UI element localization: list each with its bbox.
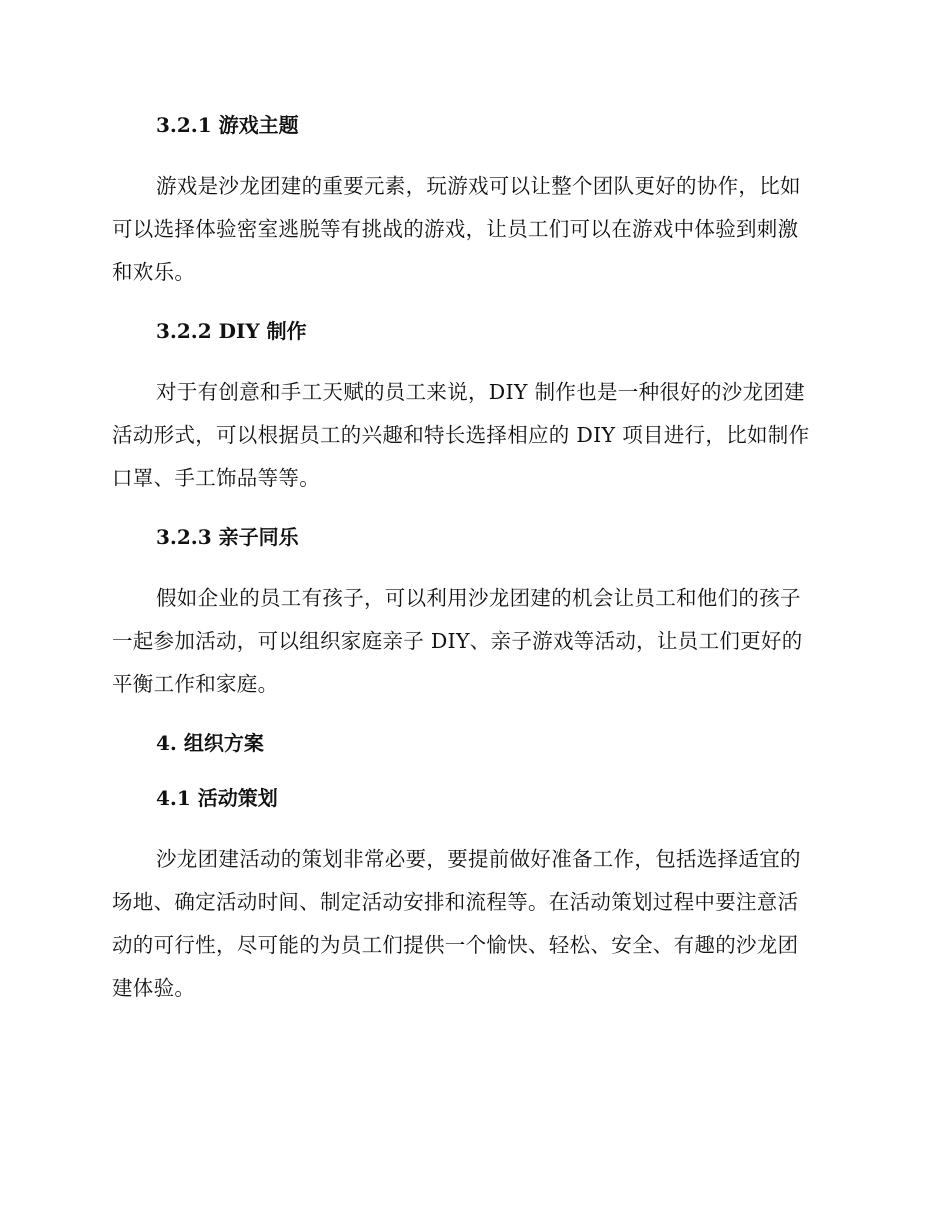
paragraph-line: 一起参加活动，可以组织家庭亲子 DIY、亲子游戏等活动，让员工们更好的 [112,629,803,653]
paragraph-line: 动的可行性，尽可能的为员工们提供一个愉快、轻松、安全、有趣的沙龙团 [112,933,799,957]
paragraph-line: 建体验。 [112,976,196,1000]
section-heading-3-2-2: 3.2.2 DIY 制作 [156,319,307,343]
section-paragraph-3-2-1 [112,165,830,294]
section-paragraph-3-2-3 [112,577,830,706]
paragraph-line: 口罩、手工饰品等等。 [112,466,320,490]
paragraph-line: 场地、确定活动时间、制定活动安排和流程等。在活动策划过程中要注意活 [112,890,799,914]
section-heading-3-2-1: 3.2.1 游戏主题 [156,113,299,137]
document-body [112,110,830,1032]
paragraph-line: 对于有创意和手工天赋的员工来说，DIY 制作也是一种很好的沙龙团建 [156,380,805,404]
section-heading-4: 4. 组织方案 [156,731,264,755]
section-heading-3-2-3: 3.2.3 亲子同乐 [156,525,299,549]
paragraph-line: 和欢乐。 [112,260,196,284]
paragraph-line: 平衡工作和家庭。 [112,672,279,696]
section-paragraph-3-2-2 [112,371,830,500]
paragraph-line: 活动形式，可以根据员工的兴趣和特长选择相应的 DIY 项目进行，比如制作 [112,423,810,447]
paragraph-line: 沙龙团建活动的策划非常必要，要提前做好准备工作，包括选择适宜的 [156,847,801,871]
section-paragraph-4-1 [112,838,830,1010]
paragraph-line: 可以选择体验密室逃脱等有挑战的游戏，让员工们可以在游戏中体验到刺激 [112,217,799,241]
section-heading-4-1: 4.1 活动策划 [156,786,278,810]
paragraph-line: 游戏是沙龙团建的重要元素，玩游戏可以让整个团队更好的协作，比如 [156,174,801,198]
paragraph-line: 假如企业的员工有孩子，可以利用沙龙团建的机会让员工和他们的孩子 [156,586,801,610]
